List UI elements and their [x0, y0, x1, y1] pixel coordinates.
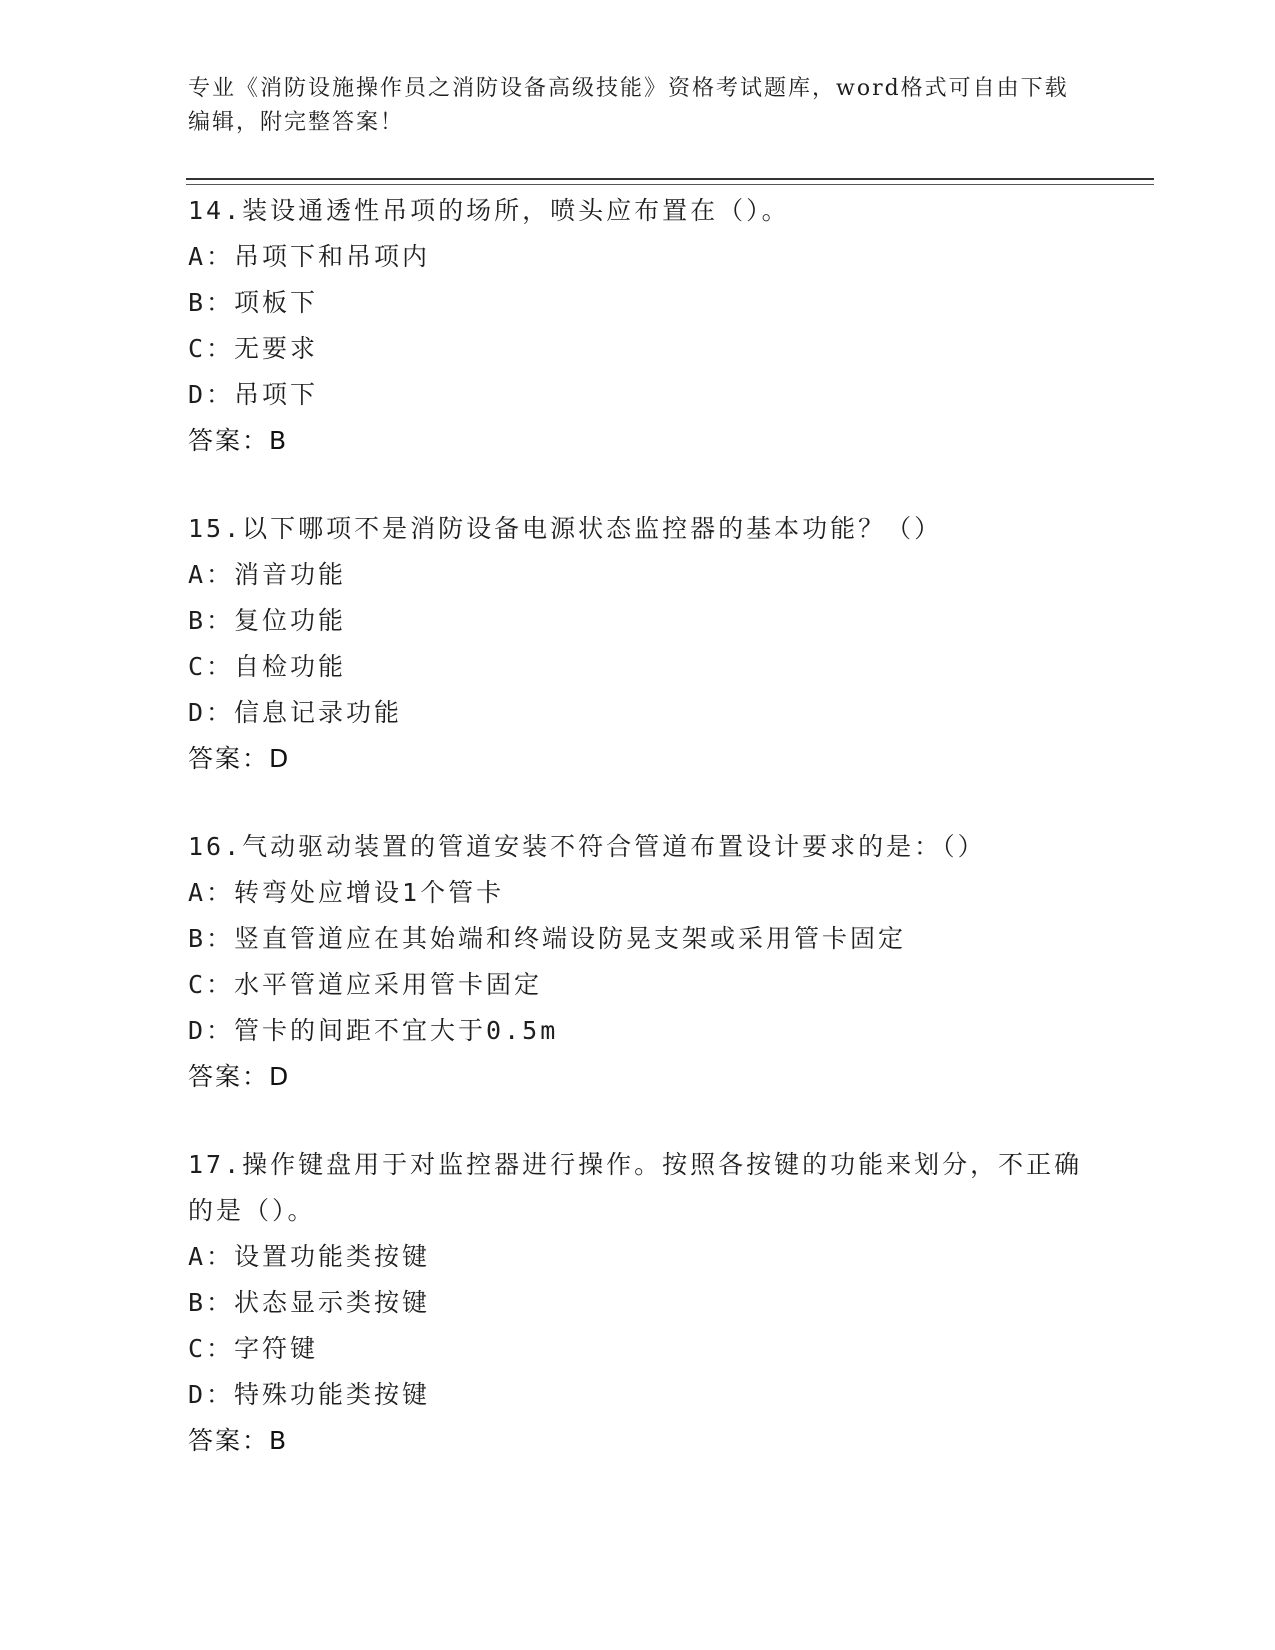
- question-stem: 15.以下哪项不是消防设备电源状态监控器的基本功能？（）: [188, 514, 943, 543]
- option-c: C：水平管道应采用管卡固定: [188, 970, 543, 999]
- option-d: D：吊项下: [188, 380, 319, 409]
- option-b: B：项板下: [188, 288, 319, 317]
- question-14: [188, 188, 1088, 464]
- option-c: C：无要求: [188, 334, 319, 363]
- option-a: A：转弯处应增设1个管卡: [188, 878, 505, 907]
- option-d: D：信息记录功能: [188, 698, 403, 727]
- question-stem: 14.装设通透性吊项的场所，喷头应布置在（）。: [188, 196, 790, 225]
- document-header-text: 专业《消防设施操作员之消防设备高级技能》资格考试题库，word格式可自由下载编辑，附完整答案！: [188, 76, 1069, 135]
- question-16: [188, 824, 1088, 1100]
- question-stem: 17.操作键盘用于对监控器进行操作。按照各按键的功能来划分，不正确的是（）。: [188, 1150, 1083, 1225]
- answer-label: 答案：B: [188, 1426, 289, 1455]
- question-15: [188, 506, 1088, 782]
- header-divider-thick: [186, 178, 1154, 180]
- option-a: A：吊项下和吊项内: [188, 242, 431, 271]
- header-divider-thin: [186, 184, 1154, 185]
- question-stem: 16.气动驱动装置的管道安装不符合管道布置设计要求的是：（）: [188, 832, 986, 861]
- option-a: A：设置功能类按键: [188, 1242, 431, 1271]
- option-b: B：状态显示类按键: [188, 1288, 431, 1317]
- answer-label: 答案：D: [188, 1062, 291, 1091]
- option-b: B：复位功能: [188, 606, 347, 635]
- option-d: D：特殊功能类按键: [188, 1380, 431, 1409]
- option-b: B：竖直管道应在其始端和终端设防晃支架或采用管卡固定: [188, 924, 907, 953]
- question-17: [188, 1142, 1088, 1464]
- option-a: A：消音功能: [188, 560, 347, 589]
- option-d: D：管卡的间距不宜大于0.5m: [188, 1016, 559, 1045]
- question-list: [188, 188, 1088, 1506]
- answer-label: 答案：D: [188, 744, 291, 773]
- option-c: C：自检功能: [188, 652, 347, 681]
- answer-label: 答案：B: [188, 426, 289, 455]
- option-c: C：字符键: [188, 1334, 319, 1363]
